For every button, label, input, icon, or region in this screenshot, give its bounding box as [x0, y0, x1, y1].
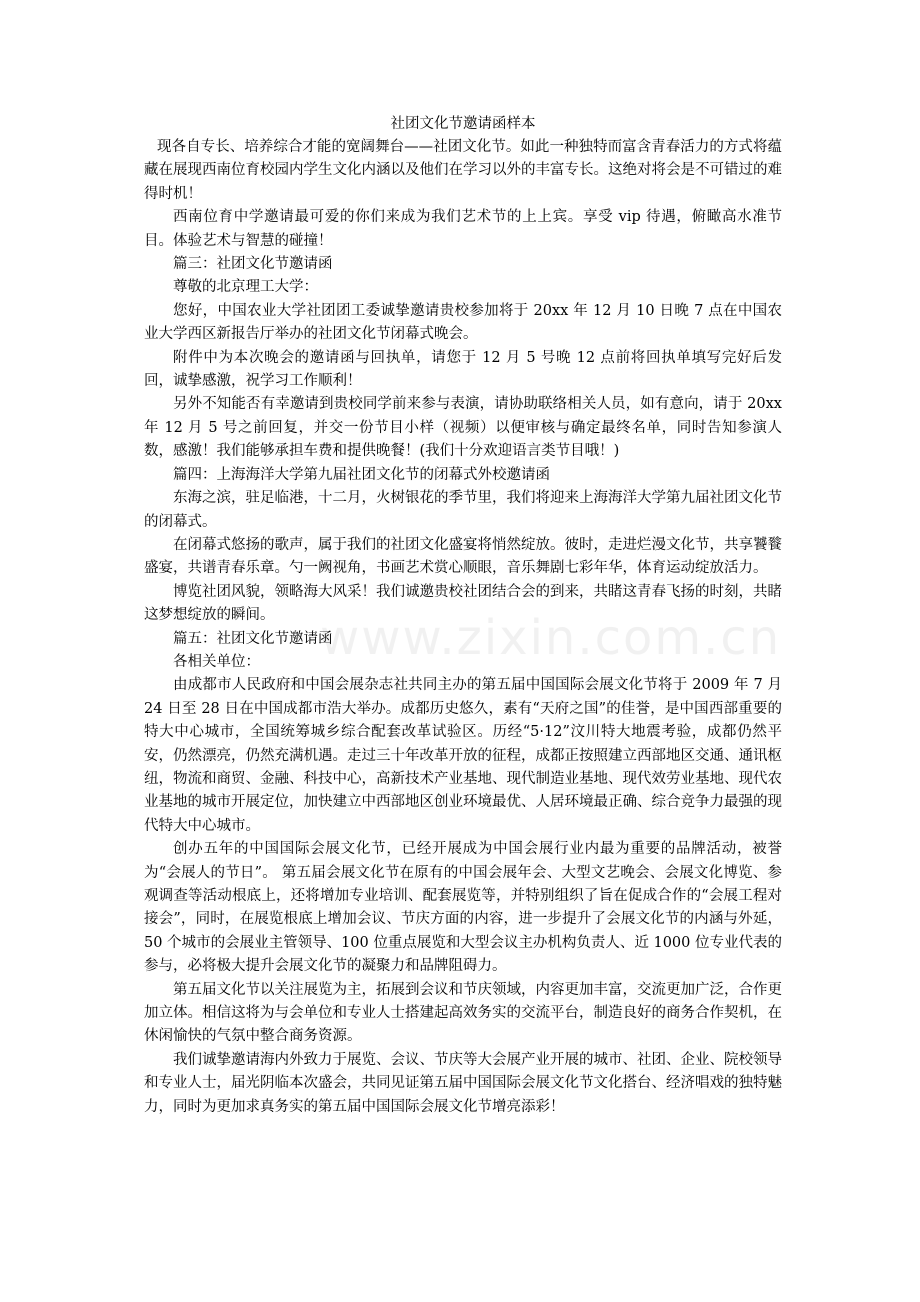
body-paragraph: 西南位育中学邀请最可爱的你们来成为我们艺术节的上上宾。享受 vip 待遇，俯瞰高水准节目。体验艺术与智慧的碰撞！ — [144, 209, 782, 249]
document-page — [144, 112, 782, 1119]
body-paragraph: 博览社团风貌，领略海大风采！我们诚邀贵校社团结合会的到来，共睹这青春飞扬的时刻，共睹这梦想绽放的瞬间。 — [144, 583, 782, 624]
body-paragraph: 附件中为本次晚会的邀请函与回执单，请您于 12 月 5 号晚 12 点前将回执单填写完好后发回，诚挚感激，祝学习工作顺利！ — [144, 349, 782, 390]
body-paragraph: 东海之滨，驻足临港，十二月，火树银花的季节里，我们将迎来上海海洋大学第九届社团文化节的闭幕式。 — [144, 490, 782, 530]
section-heading: 各相关单位： — [173, 653, 260, 670]
section-heading: 篇三：社团文化节邀请函 — [173, 256, 333, 273]
section-heading: 尊敬的北京理工大学： — [173, 279, 318, 296]
body-paragraph: 第五届文化节以关注展览为主，拓展到会议和节庆领域，内容更加丰富，交流更加广泛，合作更加立体。相信这将为与会单位和专业人士搭建起高效务实的交流平台，制造良好的商务合作契机，在休闲愉快的气氛中整合商务资源。 — [144, 981, 782, 1045]
document-body — [144, 136, 782, 1119]
body-paragraph: 创办五年的中国国际会展文化节，已经开展成为中国会展行业内最为重要的品牌活动，被誉为“会展人的节日”。 第五届会展文化节在原有的中国会展年会、大型文艺晚会、会展文化博览、参观调查等活动根底上，还将增加专业培训、配套展览等，并特别组织了旨在促成合作的“会展工程对接会”，同时，在展览根底上增加会议、节庆方面的内容，进一步提升了会展文化节的内涵与外延，50 个城市的会展业主管领导、100 位重点展览和大型会议主办机构负责人、近 1000 位专业代表的参与，必将极大提升会展文化节的凝聚力和品牌阻碍力。 — [144, 841, 782, 975]
body-paragraph: 您好，中国农业大学社团团工委诚挚邀请贵校参加将于 20xx 年 12 月 10 日晚 7 点在中国农业大学西区新报告厅举办的社团文化节闭幕式晚会。 — [144, 302, 782, 343]
section-heading: 篇四：上海海洋大学第九届社团文化节的闭幕式外校邀请函 — [173, 466, 550, 483]
body-paragraph: 现各自专长、培养综合才能的宽阔舞台——社团文化节。如此一种独特而富含青春活力的方式将蕴藏在展现西南位育校园内学生文化内涵以及他们在学习以外的丰富专长。这绝对将会是不可错过的难得时机！ — [144, 139, 782, 202]
watermark-text: www.zixin.com.cn — [320, 610, 782, 666]
body-paragraph: 在闭幕式悠扬的歌声，属于我们的社团文化盛宴将悄然绽放。彼时，走进烂漫文化节，共享饕餮盛宴，共谱青春乐章。勺一阙视角，书画艺术赏心顺眼，音乐舞剧七彩年华，体育运动绽放活力。 — [144, 536, 782, 577]
body-paragraph: 我们诚挚邀请海内外致力于展览、会议、节庆等大会展产业开展的城市、社团、企业、院校领导和专业人士，届光阴临本次盛会，共同见证第五届中国国际会展文化节文化搭台、经济唱戏的独特魅力，同时为更加求真务实的第五届中国国际会展文化节增亮添彩！ — [144, 1051, 782, 1115]
body-paragraph: 由成都市人民政府和中国会展杂志社共同主办的第五届中国国际会展文化节将于 2009 年 7 月 24 日至 28 日在中国成都市浩大举办。成都历史悠久，素有“天府之国”的佳誉，是中国西部重要的特大中心城市，全国统筹城乡综合配套改革试验区。历经“5·12”汶川特大地震考验，成都仍然平安，仍然漂亮，仍然充满机遇。走过三十年改革开放的征程，成都正按照建立西部地区交通、通讯枢纽，物流和商贸、金融、科技中心，高新技术产业基地、现代制造业基地、现代效劳业基地、现代农业基地的城市开展定位，加快建立中西部地区创业环境最优、人居环境最正确、综合竞争力最强的现代特大中心城市。 — [144, 677, 782, 834]
document-title: 社团文化节邀请函样本 — [390, 116, 536, 132]
body-paragraph: 另外不知能否有幸邀请到贵校同学前来参与表演，请协助联络相关人员，如有意向，请于 20xx 年 12 月 5 号之前回复，并交一份节目小样（视频）以便审核与确定最终名单，同时告知参演人数，感激！我们能够承担车费和提供晚餐！(我们十分欢迎语言类节目哦！) — [144, 396, 782, 460]
section-heading: 篇五：社团文化节邀请函 — [173, 630, 333, 647]
